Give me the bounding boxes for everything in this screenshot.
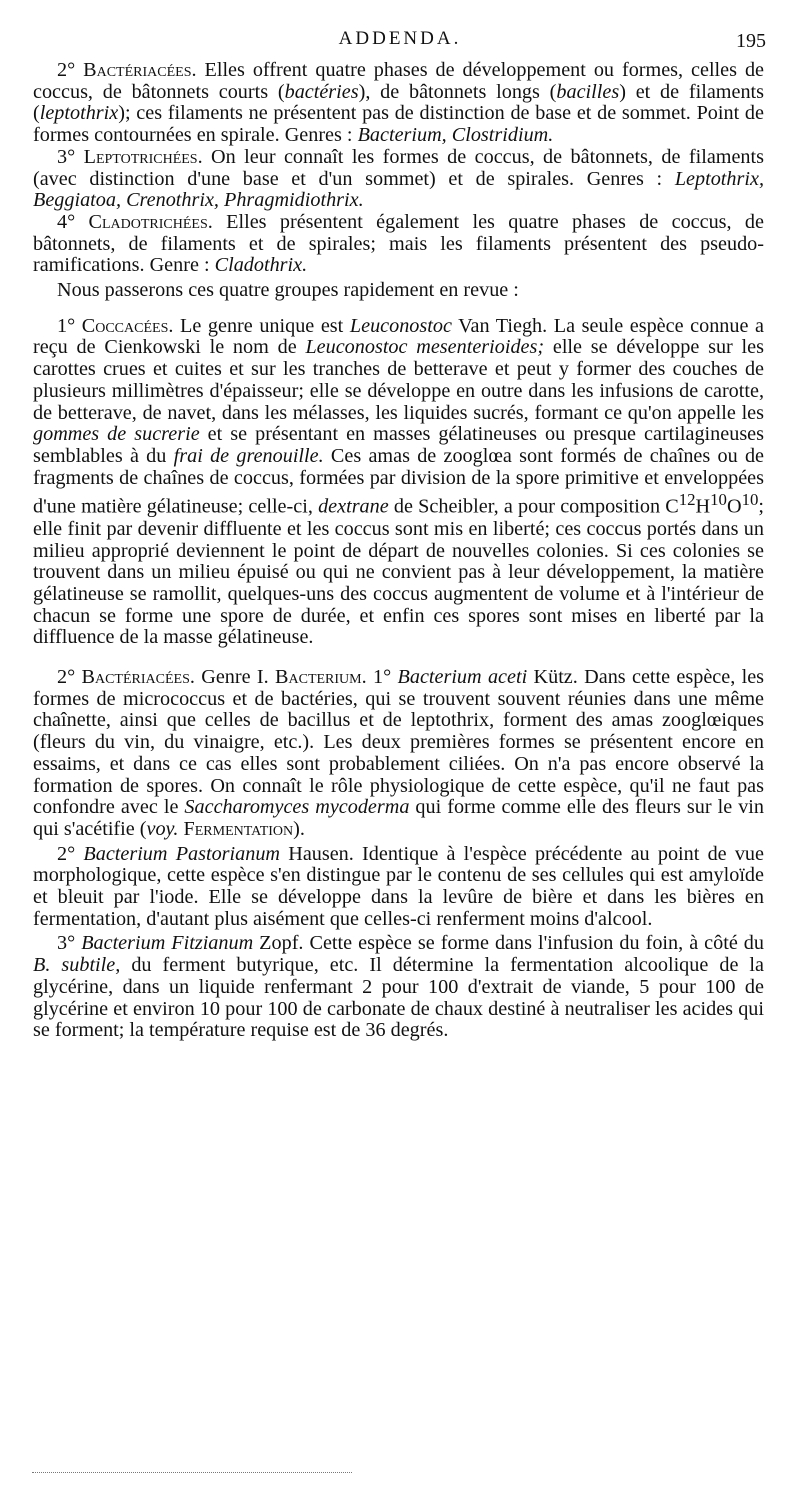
text-run: ); ces filaments ne présentent pas de distinction de base et de sommet. Point de formes contournées en spirale. Genres : — [33, 102, 764, 147]
text-run: Kütz. Dans cette espèce, les formes de micrococcus et de bactéries, qui se trouvent souvent réunies dans une même chaînette, ainsi que celles de bacillus et de leptothrix, forment des amas zooglœiques (fleurs du vin, du vinaigre, etc.). Les deux premières formes se présentent encore en essaims, et dans ce cas elles sont probablement ciliées. On n'a pas encore observé la formation de spores. On connaît le rôle physiologique de cette espèce, qu'il ne faut pas confondre avec le — [33, 666, 765, 819]
text-run: ). — [293, 817, 305, 840]
text-run: 3° — [57, 145, 84, 168]
small-caps-run: Bacterium. — [275, 666, 367, 689]
text-run: Hausen. Identique à l'espèce précédente au point de vue morphologique, cette espèce s'en distingue par le contenu de ses cellules qui est amyloïde et bleuit par l'iode. Elle se développe dans la levûre de bière et dans les bières en fermentation, d'autant plus aisément que celles-ci renferment moins d'alcool. — [33, 842, 764, 930]
italic-run: Cladothrix. — [214, 254, 308, 277]
text-run: Elles présentent également les quatre phases de coccus, de bâtonnets, de filaments et de spirales; mais les filaments présentent des pseudo-ramifications. Genre : — [33, 210, 764, 277]
superscript-run: 10 — [710, 490, 727, 510]
paragraph-bacterium-fitzianum — [33, 933, 764, 1042]
text-run: Zopf. Cette espèce se forme dans l'infusion du foin, à côté du — [253, 932, 764, 955]
text-run: 2° — [57, 59, 84, 81]
paragraph-coccacees — [33, 316, 764, 649]
small-caps-run: Fermentation — [183, 817, 294, 840]
running-title: ADDENDA. — [338, 28, 462, 49]
text-run: H — [695, 496, 711, 519]
italic-run: Leuconostoc — [349, 314, 452, 337]
superscript-run: 10 — [741, 490, 759, 510]
page-header — [32, 28, 768, 54]
text-run: Elles offrent quatre phases de développement ou formes, celles de coccus, de bâtonnets courts ( — [33, 59, 764, 103]
body-text — [33, 60, 764, 1042]
italic-run: Leuconostoc mesenterioides; — [305, 336, 545, 359]
italic-run: Bacterium aceti — [397, 666, 528, 689]
text-run: Le genre unique est — [173, 314, 350, 337]
text-run: elle se développe sur les carottes crues et cuites et sur les tranches de betterave et peut y former des couches de plusieurs millimètres d'épaisseur; elle se développe en outre dans les infusions de carotte, de betterave, de navet, dans les mélasses, les liquides sucrés, formant ce qu'on appelle les — [33, 336, 764, 424]
small-caps-run: Cladotrichées. — [88, 210, 213, 233]
superscript-run: 12 — [678, 490, 696, 510]
text-run: Genre I. — [194, 666, 276, 689]
small-caps-run: Bactériacées. — [83, 59, 197, 81]
italic-run: B. subtile, — [33, 954, 121, 977]
paragraph-leptotrichees — [33, 147, 764, 212]
text-run: Nous passerons ces quatre groupes rapidement en revue : — [57, 279, 519, 302]
italic-run: voy. — [146, 817, 179, 840]
italic-run: Saccharomyces mycoderma — [184, 796, 410, 819]
text-run: qui forme comme elle des fleurs sur le vin qui s'acétifie ( — [33, 796, 764, 840]
text-run: Ces amas de zooglœa sont formés de chaînes ou de fragments de chaînes de coccus, formées par division de la spore primitive et enveloppées d'une matière gélatineuse; celle-ci, — [33, 444, 764, 519]
text-run: ), de bâtonnets longs ( — [358, 80, 557, 103]
italic-run: gommes de sucrerie — [33, 423, 200, 446]
text-run: 1° — [57, 314, 82, 337]
text-run: 1° — [366, 666, 398, 689]
text-run: 2° — [57, 842, 84, 865]
footer-rule — [32, 1472, 352, 1473]
italic-run: Leptothrix, Beggiatoa, Crenothrix, Phragmidiothrix. — [33, 167, 764, 212]
italic-run: bactéries — [284, 80, 359, 103]
italic-run: dextrane — [318, 496, 389, 519]
text-run: 3° — [57, 932, 82, 955]
paragraph-bacterium-aceti — [33, 667, 764, 841]
italic-run: Bacterium Pastorianum — [83, 842, 281, 865]
italic-run: Bacterium, Clostridium. — [357, 124, 554, 147]
small-caps-run: Coccacées. — [81, 314, 174, 337]
text-run: du ferment butyrique, etc. Il détermine la fermentation alcoolique de la glycérine, dans un liquide renfermant 2 pour 100 d'extrait de viande, 5 pour 100 de glycérine et environ 10 pour 100 de carbonate de chaux destiné à neutraliser les acides qui se forment; la température requise est de 36 degrés. — [33, 954, 764, 1042]
text-run: ; elle finit par devenir diffluente et les coccus sont mis en liberté; ces coccus portés dans un milieu approprié deviennent le point de départ de nouvelles colonies. Si ces colonies se trouvent dans un milieu épuisé ou qui ne convient pas à leur développement, la matière gélatineuse se ramollit, quelques-uns des coccus augmentent de volume et à l'intérieur de chacun se forme une spore de durée, et enfin ces spores sont mises en liberté par la diffluence de la masse gélatineuse. — [33, 496, 764, 649]
page-number: 195 — [736, 30, 766, 52]
paragraph-review-intro — [33, 280, 764, 302]
paragraph-cladotrichees — [33, 212, 764, 277]
paragraph-bacterium-pastorianum — [33, 844, 764, 931]
text-run: O — [726, 496, 742, 519]
paragraph-bacteriacees — [33, 60, 764, 147]
text-run: et se présentant en masses gélatineuses ou presque cartilagineuses semblables à du — [33, 423, 764, 467]
italic-run: bacilles — [556, 80, 620, 103]
text-run: 4° — [57, 210, 89, 233]
italic-run: frai de grenouille. — [173, 444, 324, 467]
text-run: de Scheibler, a pour composition C — [388, 496, 679, 519]
small-caps-run: Leptotrichées. — [83, 145, 203, 168]
text-run: Van Tiegh. La seule espèce connue a reçu de Cienkowski le nom de — [33, 314, 764, 359]
text-run: ) et de filaments ( — [33, 80, 765, 125]
italic-run: Bacterium Fitzianum — [81, 932, 254, 955]
text-run: 2° — [57, 666, 82, 689]
small-caps-run: Bactériacées. — [81, 666, 195, 689]
italic-run: leptothrix — [39, 102, 119, 125]
text-run: On leur connaît les formes de coccus, de bâtonnets, de filaments (avec distinction d'une base et d'un sommet) et de spirales. Genres : — [33, 145, 764, 190]
